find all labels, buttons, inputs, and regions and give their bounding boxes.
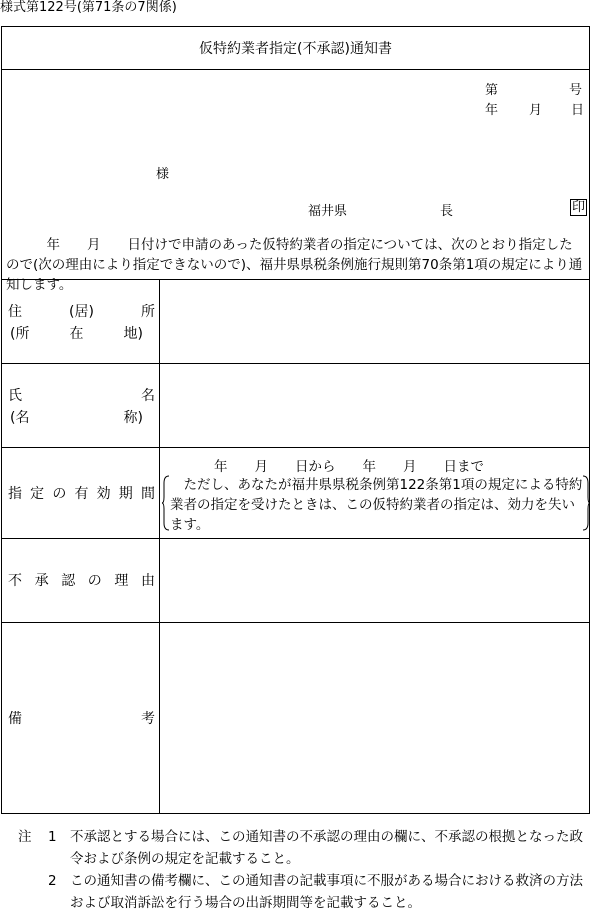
validity-period-note: ただし、あなたが福井県県税条例第122条第1項の規定による特約業者の指定を受けたときは、この仮特約業者の指定は、効力を失います。 (170, 477, 583, 533)
left-bracket (162, 475, 170, 531)
number-dai: 第 (485, 83, 499, 98)
note-item: 注 1 不承認とする場合には、この通知書の不承認の理由の欄に、不承認の根拠となった政令および条例の規定を記載すること。 (18, 826, 590, 870)
number-go: 号 (569, 83, 583, 98)
notes-tag: 注 (18, 829, 32, 845)
address-label (2, 279, 160, 363)
date-year: 年 (485, 103, 499, 118)
header-area (2, 69, 589, 293)
notice-body-text: 年 月 日付けで申請のあった仮特約業者の指定については、次のとおり指定したので(次の理由により指定できないので)、福井県県税条例施行規則第70条第1項の規定により通知します。 (6, 237, 583, 293)
name-label (2, 363, 160, 447)
remarks-row (2, 622, 589, 813)
form-title: 仮特約業者指定(不承認)通知書 (2, 27, 589, 70)
note-item: 2 この通知書の備考欄に、この通知書の記載事項に不服がある場合における救済の方法および取消訴訟を行う場合の出訴期間等を記載すること。 (48, 873, 583, 911)
refusal-reason-row (2, 538, 589, 623)
address-label-main: 住 (居) 所 (8, 304, 155, 320)
addressee-suffix: 様 (156, 167, 170, 182)
address-label-sub: (所 在 地) (10, 326, 143, 342)
issuer-prefecture: 福井県 (308, 204, 348, 219)
notes-section (18, 826, 590, 914)
validity-period-dates: 年 月 日から 年 月 日まで (214, 459, 484, 475)
name-row (2, 363, 589, 448)
right-bracket (582, 475, 590, 531)
issuer-title: 長 (440, 204, 454, 219)
seal-mark: 印 (572, 200, 586, 215)
validity-period-row (2, 447, 589, 539)
name-label-sub: (名 称) (10, 410, 143, 426)
refusal-reason-label: 不 承 認 の 理 由 (2, 538, 160, 622)
validity-period-label: 指 定 の 有 効 期 間 (2, 447, 160, 538)
form-number: 様式第122号(第71条の7関係) (0, 0, 177, 15)
notice-form (1, 26, 590, 814)
remarks-label: 備 考 (2, 622, 160, 813)
address-row (2, 279, 589, 364)
date-day: 日 (571, 103, 585, 118)
name-label-main: 氏 名 (8, 388, 155, 404)
date-month: 月 (529, 103, 543, 118)
